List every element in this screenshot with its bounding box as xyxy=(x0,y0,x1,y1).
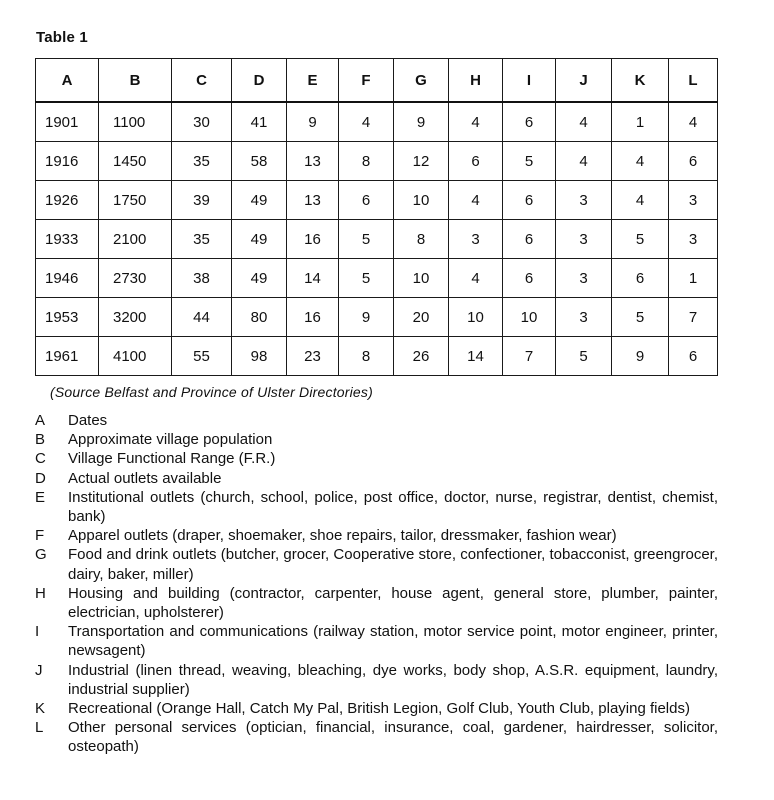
table-cell-b: 3200 xyxy=(99,298,172,337)
table-cell-d: 49 xyxy=(232,181,287,220)
table-cell-h: 4 xyxy=(449,102,503,142)
table-cell-c: 39 xyxy=(172,181,232,220)
legend-key: J xyxy=(35,661,43,679)
legend-item xyxy=(35,488,718,526)
table-cell-j: 3 xyxy=(556,298,612,337)
table-cell-c: 44 xyxy=(172,298,232,337)
table-cell-l: 6 xyxy=(669,337,718,376)
table-cell-g: 9 xyxy=(394,102,449,142)
table-cell-k: 4 xyxy=(612,142,669,181)
column-header-e: E xyxy=(287,59,339,103)
legend xyxy=(35,411,718,757)
legend-description: Actual outlets available xyxy=(68,469,222,487)
table-cell-j: 4 xyxy=(556,102,612,142)
legend-description: Dates xyxy=(68,412,108,429)
legend-description: Village Functional Range (F.R.) xyxy=(68,450,276,468)
table-cell-a: 1933 xyxy=(36,220,99,259)
table-cell-d: 58 xyxy=(232,142,287,181)
legend-description: Recreational (Orange Hall, Catch My Pal, British Legion, Golf Club, Youth Club, playing fields) xyxy=(68,700,690,718)
table-row xyxy=(36,142,718,181)
legend-item xyxy=(35,718,718,756)
legend-key: D xyxy=(35,469,46,487)
column-header-g: G xyxy=(394,59,449,103)
table-cell-c: 30 xyxy=(172,102,232,142)
table-cell-a: 1953 xyxy=(36,298,99,337)
table-cell-j: 3 xyxy=(556,259,612,298)
legend-description: Housing and building (contractor, carpenter, house agent, general store, plumber, painter, electrician, upholsterer) xyxy=(68,584,718,622)
table-cell-h: 14 xyxy=(449,337,503,376)
table-cell-f: 6 xyxy=(339,181,394,220)
data-table xyxy=(35,58,718,376)
legend-description: Apparel outlets (draper, shoemaker, shoe repairs, tailor, dressmaker, fashion wear) xyxy=(68,527,617,545)
table-row xyxy=(36,298,718,337)
table-cell-f: 5 xyxy=(339,259,394,298)
table-body xyxy=(36,102,718,376)
table-cell-h: 4 xyxy=(449,259,503,298)
table-cell-d: 49 xyxy=(232,220,287,259)
table-header-row xyxy=(36,59,718,103)
column-header-f: F xyxy=(339,59,394,103)
table-cell-l: 3 xyxy=(669,220,718,259)
column-header-k: K xyxy=(612,59,669,103)
table-cell-i: 6 xyxy=(503,259,556,298)
legend-item xyxy=(35,699,718,718)
legend-description: Transportation and communications (railway station, motor service point, motor engineer, printer, newsagent) xyxy=(68,623,718,660)
table-cell-g: 12 xyxy=(394,142,449,181)
legend-description: Institutional outlets (church, school, police, post office, doctor, nurse, registrar, dentist, chemist, bank) xyxy=(68,488,718,526)
table-cell-h: 10 xyxy=(449,298,503,337)
table-cell-i: 6 xyxy=(503,181,556,220)
column-header-i: I xyxy=(503,59,556,103)
table-cell-d: 49 xyxy=(232,259,287,298)
table-cell-a: 1946 xyxy=(36,259,99,298)
column-header-a: A xyxy=(36,59,99,103)
column-header-l: L xyxy=(669,59,718,103)
table-row xyxy=(36,181,718,220)
table-cell-j: 5 xyxy=(556,337,612,376)
legend-item xyxy=(35,430,718,449)
table-cell-g: 10 xyxy=(394,259,449,298)
table-cell-j: 4 xyxy=(556,142,612,181)
table-cell-i: 10 xyxy=(503,298,556,337)
table-cell-b: 4100 xyxy=(99,337,172,376)
table-cell-k: 5 xyxy=(612,220,669,259)
table-cell-d: 80 xyxy=(232,298,287,337)
table-cell-e: 14 xyxy=(287,259,339,298)
table-cell-l: 7 xyxy=(669,298,718,337)
legend-key: G xyxy=(35,546,47,564)
table-cell-e: 13 xyxy=(287,181,339,220)
legend-key: E xyxy=(35,488,46,506)
table-cell-k: 4 xyxy=(612,181,669,220)
legend-item xyxy=(35,622,718,660)
legend-key: I xyxy=(35,623,40,641)
table-cell-a: 1901 xyxy=(36,102,99,142)
table-cell-i: 7 xyxy=(503,337,556,376)
table-row xyxy=(36,337,718,376)
table-row xyxy=(36,220,718,259)
table-cell-i: 5 xyxy=(503,142,556,181)
table-cell-g: 20 xyxy=(394,298,449,337)
table-row xyxy=(36,102,718,142)
table-cell-i: 6 xyxy=(503,102,556,142)
legend-item xyxy=(35,411,718,430)
table-cell-h: 4 xyxy=(449,181,503,220)
legend-key: C xyxy=(35,450,46,468)
legend-key: K xyxy=(35,700,46,718)
column-header-d: D xyxy=(232,59,287,103)
legend-item xyxy=(35,469,718,488)
legend-key: F xyxy=(35,527,45,545)
legend-key: L xyxy=(35,719,44,737)
legend-description: Approximate village population xyxy=(68,431,273,449)
table-cell-l: 4 xyxy=(669,102,718,142)
column-header-h: H xyxy=(449,59,503,103)
table-cell-e: 16 xyxy=(287,298,339,337)
table-cell-g: 26 xyxy=(394,337,449,376)
table-cell-l: 1 xyxy=(669,259,718,298)
table-cell-g: 10 xyxy=(394,181,449,220)
source-note: (Source Belfast and Province of Ulster Directories) xyxy=(50,384,373,400)
table-cell-b: 2730 xyxy=(99,259,172,298)
table-cell-c: 35 xyxy=(172,142,232,181)
table-cell-f: 5 xyxy=(339,220,394,259)
table-cell-g: 8 xyxy=(394,220,449,259)
legend-item xyxy=(35,545,718,583)
table-cell-e: 9 xyxy=(287,102,339,142)
legend-description: Food and drink outlets (butcher, grocer, Cooperative store, confectioner, tobacconist, greengrocer, dairy, baker, miller) xyxy=(68,546,718,583)
table-cell-c: 55 xyxy=(172,337,232,376)
table-cell-k: 6 xyxy=(612,259,669,298)
legend-key: B xyxy=(35,431,46,449)
table-cell-h: 3 xyxy=(449,220,503,259)
table-cell-b: 1100 xyxy=(99,102,172,142)
table-cell-b: 1450 xyxy=(99,142,172,181)
table-cell-b: 1750 xyxy=(99,181,172,220)
column-header-c: C xyxy=(172,59,232,103)
table-cell-f: 8 xyxy=(339,142,394,181)
table-cell-l: 3 xyxy=(669,181,718,220)
legend-key: A xyxy=(35,412,46,429)
table-cell-k: 5 xyxy=(612,298,669,337)
legend-item xyxy=(35,449,718,468)
legend-description: Industrial (linen thread, weaving, bleaching, dye works, body shop, A.S.R. equipment, laundry, industrial supplier) xyxy=(68,661,718,698)
legend-item xyxy=(35,584,718,622)
table-title: Table 1 xyxy=(36,29,88,46)
table-cell-b: 2100 xyxy=(99,220,172,259)
table-row xyxy=(36,259,718,298)
table-cell-f: 4 xyxy=(339,102,394,142)
table-cell-i: 6 xyxy=(503,220,556,259)
column-header-b: B xyxy=(99,59,172,103)
table-cell-j: 3 xyxy=(556,181,612,220)
table-cell-k: 1 xyxy=(612,102,669,142)
legend-key: H xyxy=(35,584,46,602)
table-cell-l: 6 xyxy=(669,142,718,181)
table-cell-j: 3 xyxy=(556,220,612,259)
table-cell-a: 1961 xyxy=(36,337,99,376)
table-cell-d: 98 xyxy=(232,337,287,376)
table-cell-k: 9 xyxy=(612,337,669,376)
table-cell-c: 38 xyxy=(172,259,232,298)
legend-description: Other personal services (optician, financial, insurance, coal, gardener, hairdresser, solicitor, osteopath) xyxy=(68,719,718,756)
table-cell-e: 16 xyxy=(287,220,339,259)
legend-item xyxy=(35,661,718,699)
table-cell-a: 1926 xyxy=(36,181,99,220)
column-header-j: J xyxy=(556,59,612,103)
table-cell-c: 35 xyxy=(172,220,232,259)
table-cell-a: 1916 xyxy=(36,142,99,181)
table-cell-e: 23 xyxy=(287,337,339,376)
legend-item xyxy=(35,526,718,545)
table-cell-h: 6 xyxy=(449,142,503,181)
table-cell-f: 8 xyxy=(339,337,394,376)
table-cell-d: 41 xyxy=(232,102,287,142)
table-cell-f: 9 xyxy=(339,298,394,337)
table-cell-e: 13 xyxy=(287,142,339,181)
